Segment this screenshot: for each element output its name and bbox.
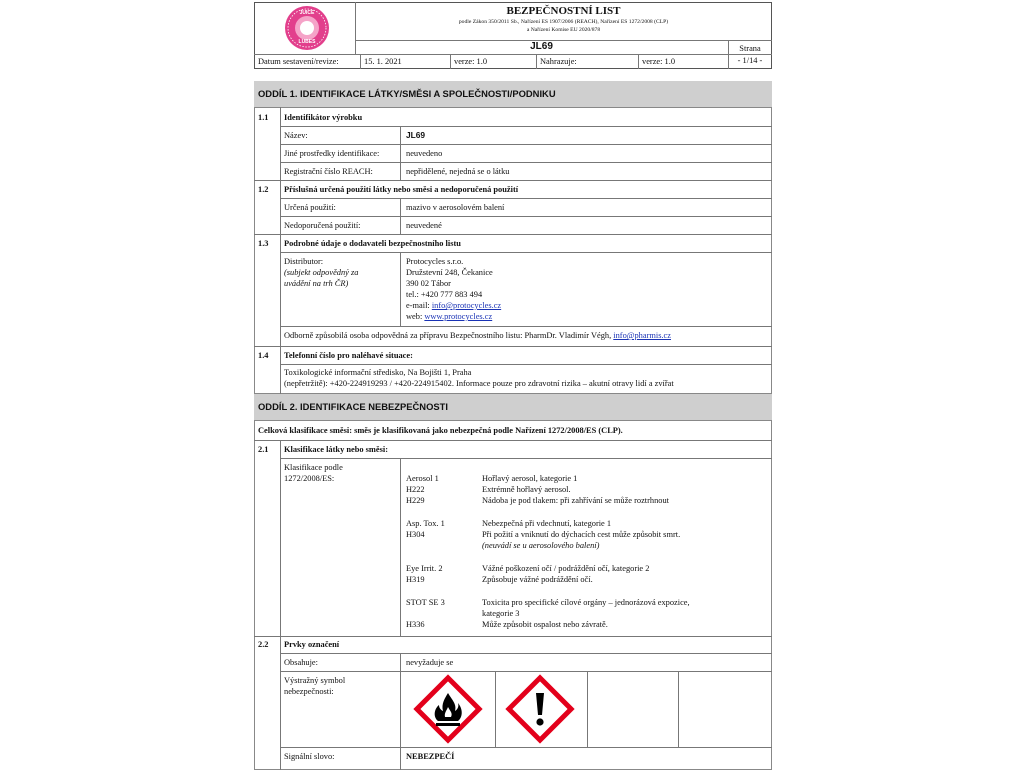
section-1-heading: ODDÍL 1. IDENTIFIKACE LÁTKY/SMĚSI A SPOLEČNOSTI/PODNIKU bbox=[254, 81, 772, 107]
other-identification-value: neuvedeno bbox=[406, 149, 443, 158]
distributor-web-row bbox=[406, 311, 492, 322]
regulation-line-1: podle Zákon 350/2011 Sb., Nařízení ES 1907/2006 (REACH), Nařízení ES 1272/2008 (CLP) bbox=[458, 19, 669, 25]
hazard-code: H229 bbox=[406, 496, 425, 505]
distributor-label: Distributor: bbox=[284, 257, 324, 266]
revision-date-value: 15. 1. 2021 bbox=[364, 57, 402, 66]
not-recommended-use-label: Nedoporučená použití: bbox=[284, 221, 361, 230]
hazard-text: Extrémně hořlavý aerosol. bbox=[482, 485, 571, 494]
version-value: verze: 1.0 bbox=[454, 57, 488, 66]
hazard-code: H319 bbox=[406, 575, 425, 584]
page-label: Strana bbox=[739, 44, 761, 53]
hazard-code: STOT SE 3 bbox=[406, 598, 445, 607]
reach-number-value: nepřidělené, nejedná se o látku bbox=[406, 167, 510, 176]
hazard-text: Nebezpečná při vdechnutí, kategorie 1 bbox=[482, 519, 612, 528]
section-1-3-number: 1.3 bbox=[258, 239, 269, 248]
flame-pictogram bbox=[412, 673, 484, 745]
signal-word-label: Signální slovo: bbox=[284, 752, 335, 761]
section-1-2-title: Příslušná určená použití látky nebo směsi a nedoporučená použití bbox=[284, 185, 519, 194]
classification-label-2: 1272/2008/ES: bbox=[284, 474, 335, 483]
product-name-value: JL69 bbox=[406, 130, 426, 140]
hazard-code: Aerosol 1 bbox=[406, 474, 439, 483]
document-title: BEZPEČNOSTNÍ LIST bbox=[506, 5, 621, 17]
hazard-code: Eye Irrit. 2 bbox=[406, 564, 443, 573]
hazard-text: Toxicita pro specifické cílové orgány – jednorázová expozice, bbox=[482, 598, 690, 607]
section-2-heading: ODDÍL 2. IDENTIFIKACE NEBEZPEČNOSTI bbox=[254, 394, 772, 420]
distributor-phone: tel.: +420 777 883 494 bbox=[406, 290, 483, 299]
distributor-email-row bbox=[406, 300, 501, 311]
section-1-4-number: 1.4 bbox=[258, 351, 269, 360]
hazard-code: H336 bbox=[406, 620, 425, 629]
responsible-person-text: Odborně způsobilá osoba odpovědná za přípravu Bezpečnostního listu: PharmDr. Vladimír Végh, bbox=[284, 331, 614, 340]
web-label: web: bbox=[406, 312, 425, 321]
distributor-street: Družstevní 248, Čekanice bbox=[406, 268, 493, 277]
revision-date-label: Datum sestavení/revize: bbox=[258, 57, 339, 66]
hazard-text: Hořlavý aerosol, kategorie 1 bbox=[482, 474, 578, 483]
email-label: e-mail: bbox=[406, 301, 432, 310]
hazard-text: Způsobuje vážné podráždění očí. bbox=[482, 575, 593, 584]
classification-label-1: Klasifikace podle bbox=[284, 463, 343, 472]
overall-classification: Celková klasifikace směsi: směs je klasifikovaná jako nebezpečná podle Nařízení 1272/2008/ES (CLP). bbox=[258, 426, 623, 435]
section-2-1-title: Klasifikace látky nebo směsi: bbox=[284, 445, 388, 454]
not-recommended-use-value: neuvedené bbox=[406, 221, 442, 230]
distributor-email-link[interactable]: info@protocycles.cz bbox=[431, 301, 502, 310]
hazard-text: kategorie 3 bbox=[482, 609, 520, 618]
signal-word-value: NEBEZPEČÍ bbox=[406, 752, 455, 761]
responsible-person-email-link[interactable]: info@pharmis.cz bbox=[613, 331, 671, 340]
section-1-1-number: 1.1 bbox=[258, 113, 269, 122]
replaced-version-value: verze: 1.0 bbox=[642, 57, 676, 66]
section-2-2-title: Prvky označení bbox=[284, 640, 340, 649]
section-2-2-number: 2.2 bbox=[258, 640, 269, 649]
intended-use-label: Určená použití: bbox=[284, 203, 336, 212]
section-1-1-title: Identifikátor výrobku bbox=[284, 113, 363, 122]
exclamation-pictogram bbox=[504, 673, 576, 745]
section-1-3-title: Podrobné údaje o dodavateli bezpečnostního listu bbox=[284, 239, 461, 248]
logo-text-top: JUICE bbox=[299, 10, 315, 16]
hazard-text: Může způsobit ospalost nebo závratě. bbox=[482, 620, 608, 629]
distributor-note-2: uvádění na trh ČR) bbox=[284, 279, 349, 288]
section-2-1-number: 2.1 bbox=[258, 445, 269, 454]
hazard-note: (neuvádí se u aerosolového balení) bbox=[482, 541, 600, 550]
responsible-person-row bbox=[284, 330, 671, 341]
emergency-line-2: (nepřetržitě): +420-224919293 / +420-224915402. Informace pouze pro zdravotní rizika – akutní otravy lidí a zvířat bbox=[284, 379, 674, 388]
pictogram-label-2: nebezpečnosti: bbox=[284, 687, 334, 696]
emergency-line-1: Toxikologické informační středisko, Na Bojišti 1, Praha bbox=[284, 368, 472, 377]
safety-data-sheet-page bbox=[254, 0, 772, 768]
section-1-2-number: 1.2 bbox=[258, 185, 269, 194]
section-1-4-title: Telefonní číslo pro naléhavé situace: bbox=[284, 351, 413, 360]
intended-use-value: mazivo v aerosolovém balení bbox=[406, 203, 505, 212]
distributor-company: Protocycles s.r.o. bbox=[406, 257, 464, 266]
pictogram-label-1: Výstražný symbol bbox=[284, 676, 346, 685]
company-logo bbox=[284, 5, 330, 51]
contains-value: nevyžaduje se bbox=[406, 658, 454, 667]
other-identification-label: Jiné prostředky identifikace: bbox=[284, 149, 380, 158]
replaces-label: Nahrazuje: bbox=[540, 57, 577, 66]
hazard-code: H222 bbox=[406, 485, 425, 494]
distributor-note-1: (subjekt odpovědný za bbox=[284, 268, 359, 277]
distributor-web-link[interactable]: www.protocycles.cz bbox=[424, 312, 493, 321]
hazard-text: Vážné poškození očí / podráždění očí, kategorie 2 bbox=[482, 564, 650, 573]
hazard-code: H304 bbox=[406, 530, 425, 539]
contains-label: Obsahuje: bbox=[284, 658, 318, 667]
regulation-line-2: a Nařízení Komise EU 2020/878 bbox=[526, 27, 601, 33]
product-name-label: Název: bbox=[284, 131, 308, 140]
distributor-city: 390 02 Tábor bbox=[406, 279, 451, 288]
product-name-header: JL69 bbox=[530, 41, 553, 52]
hazard-text: Při požití a vniknutí do dýchacích cest může způsobit smrt. bbox=[482, 530, 681, 539]
page-number: - 1/14 - bbox=[737, 56, 763, 65]
logo-text-bottom: LUBES bbox=[298, 39, 316, 45]
reach-number-label: Registrační číslo REACH: bbox=[284, 167, 373, 176]
hazard-code: Asp. Tox. 1 bbox=[406, 519, 445, 528]
hazard-text: Nádoba je pod tlakem: při zahřívání se může roztrhnout bbox=[482, 496, 669, 505]
